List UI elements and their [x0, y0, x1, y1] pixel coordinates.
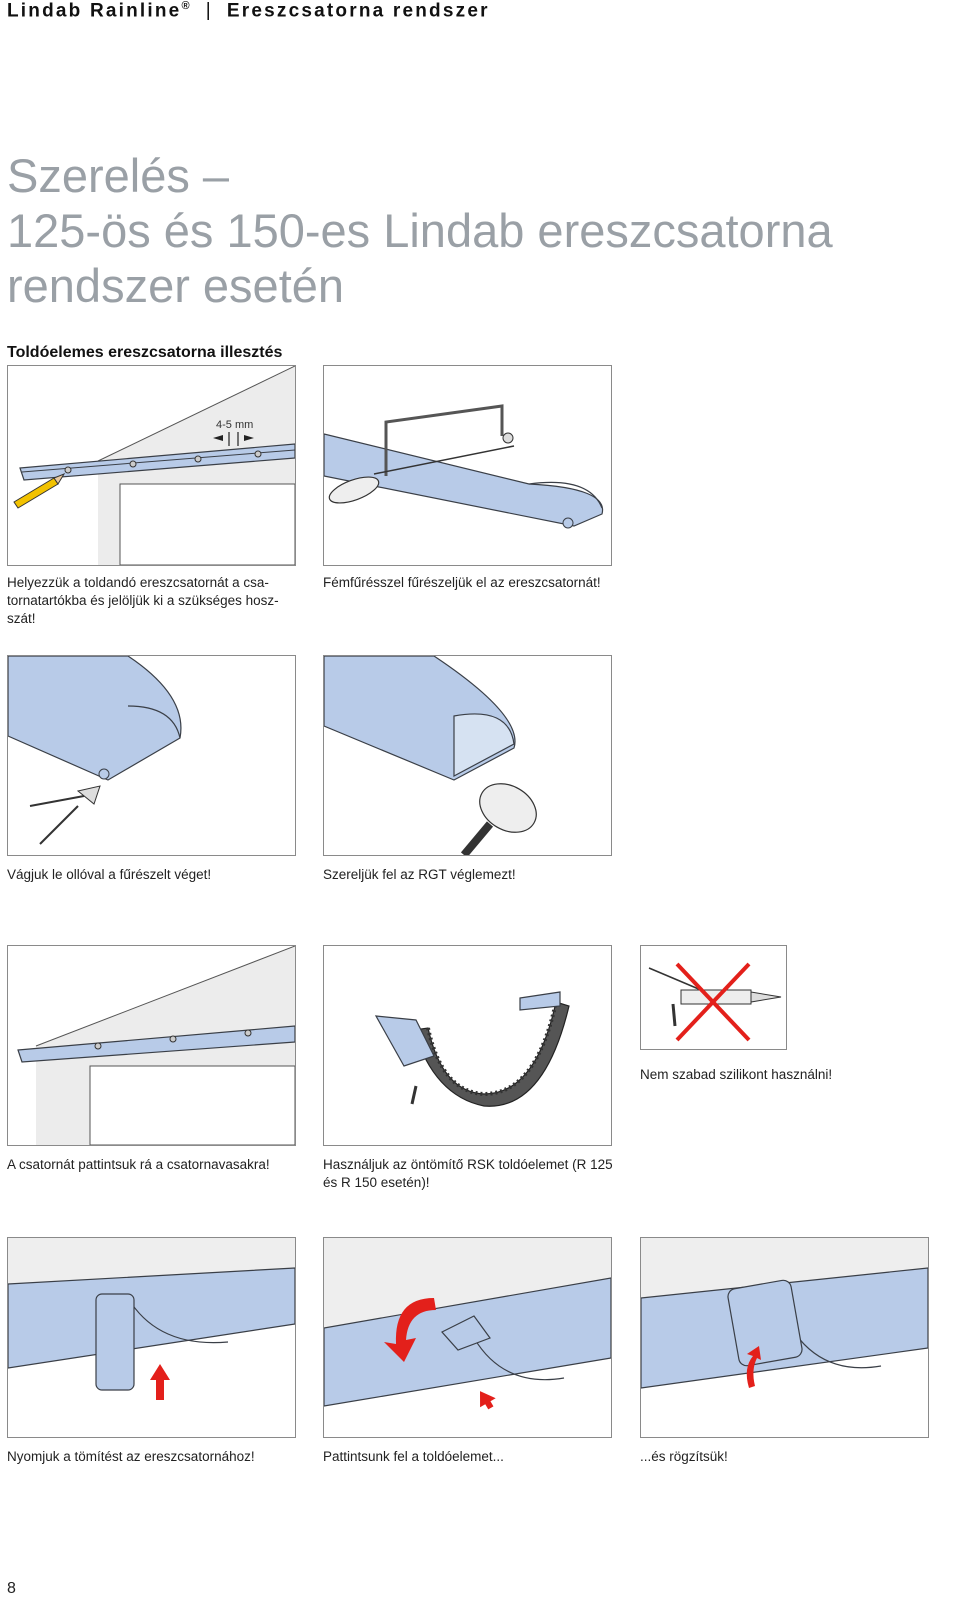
step-10-caption: ...és rögzítsük! — [640, 1449, 728, 1464]
title-line-2: 125-ös és 150-es Lindab ereszcsatorna — [7, 204, 833, 257]
step-1-illustration — [7, 365, 296, 566]
step-8-caption: Nyomjuk a tömítést az ereszcsatornához! — [7, 1449, 255, 1464]
page-header — [7, 0, 490, 22]
step-6-illustration — [7, 945, 296, 1146]
page-number: 8 — [7, 1580, 16, 1597]
brand-name: Lindab Rainline — [7, 0, 182, 22]
step-4-illustration — [323, 655, 612, 856]
step-9-illustration — [323, 1237, 612, 1438]
step-5-illustration — [640, 945, 787, 1050]
step-5-caption: Nem szabad szilikont használni! — [640, 1067, 833, 1082]
step-8-illustration — [7, 1237, 296, 1438]
registered-mark: ® — [181, 0, 192, 12]
section-name: Ereszcsatorna rendszer — [226, 0, 490, 22]
step-7-illustration — [323, 945, 612, 1146]
page-title — [7, 148, 833, 313]
step-1-caption: Helyezzük a toldandó ereszcsatornát a csa-tornatartókba és jelöljük ki a szükséges hosz-szát! — [7, 575, 279, 626]
step-2-caption: Fémfűrésszel fűrészeljük el az ereszcsatornát! — [323, 575, 601, 590]
step-2-illustration — [323, 365, 612, 566]
section-subtitle: Toldóelemes ereszcsatorna illesztés — [7, 344, 283, 361]
step-6-caption: A csatornát pattintsuk rá a csatornavasakra! — [7, 1157, 270, 1172]
step-10-illustration — [640, 1237, 929, 1438]
step-3-caption: Vágjuk le ollóval a fűrészelt véget! — [7, 867, 212, 882]
gap-dimension-label: 4-5 mm — [216, 419, 254, 431]
step-3-illustration — [7, 655, 296, 856]
step-9-caption: Pattintsunk fel a toldóelemet... — [323, 1449, 504, 1464]
title-line-1: Szerelés – — [7, 149, 230, 202]
header-separator: | — [205, 0, 213, 22]
step-4-caption: Szereljük fel az RGT véglemezt! — [323, 867, 516, 882]
title-line-3: rendszer esetén — [7, 259, 345, 312]
step-7-caption: Használjuk az öntömítő RSK toldóelemet (R 125 és R 150 esetén)! — [323, 1157, 613, 1190]
